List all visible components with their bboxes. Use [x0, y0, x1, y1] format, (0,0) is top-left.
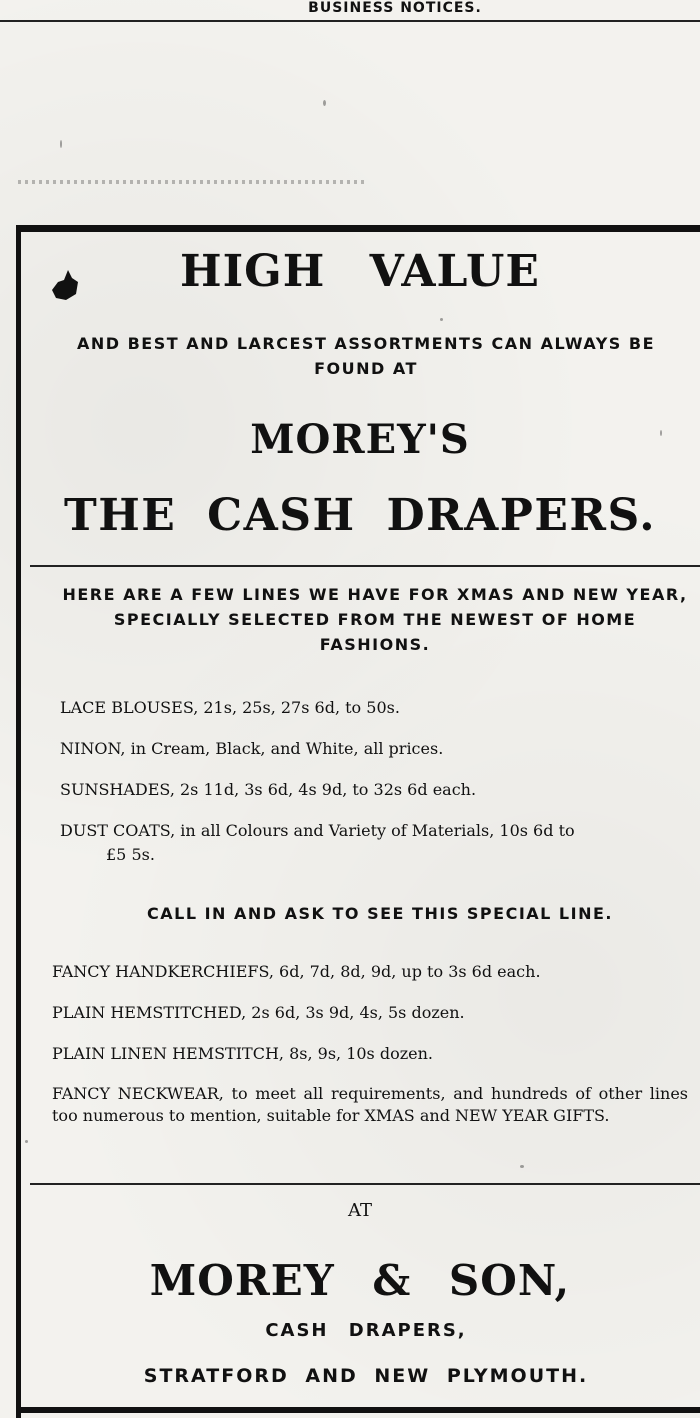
list-item: SUNSHADES, 2s 11d, 3s 6d, 4s 9d, to 32s 6d each. [60, 780, 477, 799]
list-item: DUST COATS, in all Colours and Variety of Materials, 10s 6d to [60, 821, 575, 840]
advert-border-bottom [16, 1407, 700, 1413]
list-item: PLAIN HEMSTITCHED, 2s 6d, 3s 9d, 4s, 5s dozen. [52, 1003, 465, 1022]
store-tagline: THE CASH DRAPERS. [63, 490, 657, 541]
lines-intro: HERE ARE A FEW LINES WE HAVE FOR XMAS AND NEW YEAR, SPECIALLY SELECTED FROM THE NEWEST OF HOME FASHIONS. [62, 585, 688, 654]
print-speck [520, 1165, 524, 1168]
print-speck [25, 1140, 28, 1143]
faint-print-line [18, 180, 368, 184]
firm-location: STRATFORD AND NEW PLYMOUTH. [143, 1365, 589, 1387]
print-speck [60, 140, 62, 148]
list-item: LACE BLOUSES, 21s, 25s, 27s 6d, to 50s. [60, 698, 400, 717]
advert-border-left [16, 225, 21, 1418]
list-item: NINON, in Cream, Black, and White, all prices. [60, 739, 444, 758]
advert-border-top [16, 225, 700, 232]
section-divider [30, 1183, 700, 1185]
firm-name: MOREY & SON, [149, 1256, 571, 1305]
print-speck [660, 430, 662, 436]
section-header: BUSINESS NOTICES. [308, 0, 482, 16]
headline: HIGH VALUE [180, 246, 540, 297]
header-rule [0, 20, 700, 22]
section-divider [30, 565, 700, 567]
list-item: PLAIN LINEN HEMSTITCH, 8s, 9s, 10s dozen. [52, 1044, 434, 1063]
list-item: FANCY NECKWEAR, to meet all requirements, and hundreds of other lines too numerous to mention, suitable for XMAS and NEW YEAR GIFTS. [52, 1084, 688, 1125]
at-label: AT [347, 1200, 373, 1221]
list-item: FANCY HANDKERCHIEFS, 6d, 7d, 8d, 9d, up to 3s 6d each. [52, 962, 541, 981]
intro-text: AND BEST AND LARCEST ASSORTMENTS CAN ALWAYS BE FOUND AT [76, 334, 656, 378]
call-in-notice: CALL IN AND ASK TO SEE THIS SPECIAL LINE. [147, 904, 613, 923]
print-speck [440, 318, 443, 321]
print-speck [323, 100, 326, 106]
store-name: MOREY'S [250, 416, 470, 463]
list-item-continuation: £5 5s. [106, 845, 155, 864]
firm-trade: CASH DRAPERS, [265, 1320, 467, 1341]
